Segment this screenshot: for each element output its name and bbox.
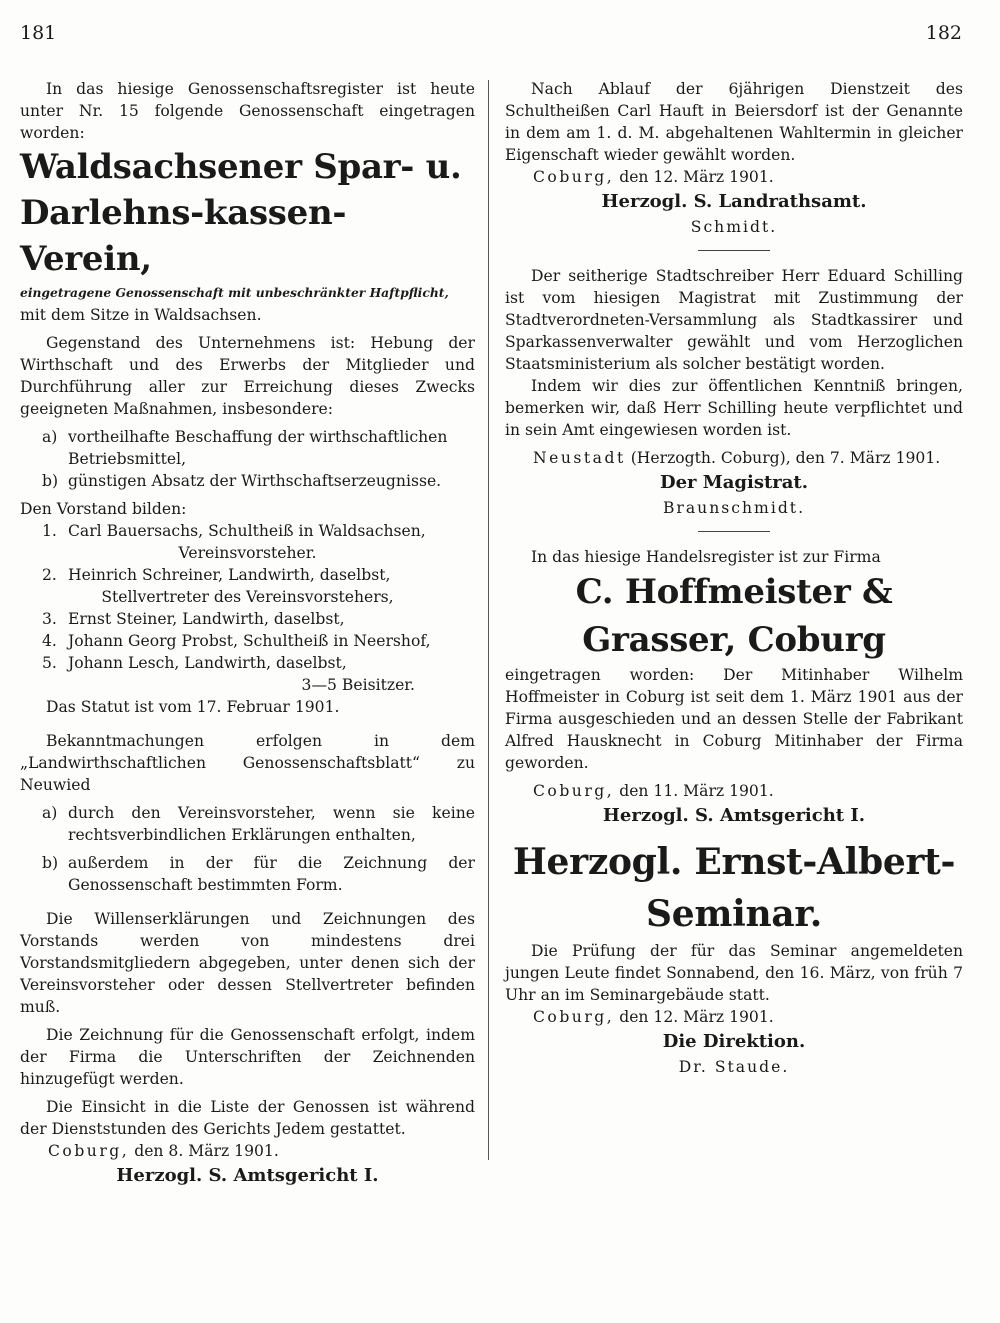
notice-mayor-text: Nach Ablauf der 6jährigen Dienstzeit des Schultheißen Carl Hauft in Beiersdorf ist der Genannte in dem am 1. d. M. abgehaltenen Wahltermin in gleicher Eigenschaft wieder gewählt worden. xyxy=(505,80,963,164)
page-number-left: 181 xyxy=(20,22,57,44)
place-date-rest: den 8. März 1901. xyxy=(134,1142,279,1160)
cooperative-name: Waldsachsener Spar- u. Darlehns-kassen-Verein, xyxy=(20,147,462,279)
board-member xyxy=(20,564,475,586)
list-label: 5. xyxy=(42,654,57,672)
issuing-authority: Der Magistrat. xyxy=(660,472,808,493)
list-text: günstigen Absatz der Wirthschaftserzeugnisse. xyxy=(68,472,442,490)
list-text: Johann Georg Probst, Schultheiß in Neershof, xyxy=(68,632,431,650)
issuing-authority: Herzogl. S. Amtsgericht I. xyxy=(602,805,866,826)
place-city: Neustadt xyxy=(533,449,626,467)
list-item xyxy=(20,470,475,492)
place-date xyxy=(20,1140,475,1162)
notice-separator xyxy=(698,250,770,251)
notice-firm-intro: In das hiesige Handelsregister ist zur Firma xyxy=(531,548,881,566)
page-number-right: 182 xyxy=(925,22,962,44)
announcement-text: Bekanntmachungen erfolgen in dem „Landwirthschaftlichen Genossenschaftsblatt“ zu Neuwied xyxy=(20,732,475,794)
list-item xyxy=(20,852,475,896)
place-city: Coburg, xyxy=(533,1008,615,1026)
notice-cashier-text: Der seitherige Stadtschreiber Herr Eduard Schilling ist vom hiesigen Magistrat mit Zustimmung der Stadtverordneten-Versammlung als Stadtkassirer und Sparkassenverwalter gewählt und vom Herzoglichen Staatsministerium als solcher bestätigt worden. xyxy=(505,267,963,373)
notice-cashier-text-2: Indem wir dies zur öffentlichen Kenntniß bringen, bemerken wir, daß Herr Schilling heute verpflichtet und in sein Amt eingewiesen worden ist. xyxy=(505,377,963,439)
right-column xyxy=(505,78,963,1078)
place-date xyxy=(505,780,963,802)
left-column xyxy=(20,78,475,1190)
place-date xyxy=(505,447,963,469)
list-item xyxy=(20,802,475,846)
cooperative-subtitle: eingetragene Genossenschaft mit unbeschränkter Haftpflicht, xyxy=(20,285,449,300)
list-text: außerdem in der für die Zeichnung der Genossenschaft bestimmten Form. xyxy=(68,854,475,894)
list-text: Johann Lesch, Landwirth, daselbst, xyxy=(68,654,347,672)
list-label: a) xyxy=(42,428,58,446)
board-member xyxy=(20,608,475,630)
place-date-rest: (Herzogth. Coburg), den 7. März 1901. xyxy=(630,449,941,467)
board-role: Vereinsvorsteher. xyxy=(178,544,317,562)
statute-date: Das Statut ist vom 17. Februar 1901. xyxy=(46,698,340,716)
declarations-text: Die Willenserklärungen und Zeichnungen des Vorstands werden von mindestens drei Vorstandsmitgliedern abgegeben, unter denen sich der Vereinsvorsteher oder dessen Stellvertreter befinden muß. xyxy=(20,910,475,1016)
list-label: 3. xyxy=(42,610,57,628)
signatory-name: Schmidt. xyxy=(690,218,778,236)
list-text: durch den Vereinsvorsteher, wenn sie keine rechtsverbindlichen Erklärungen enthalten, xyxy=(68,804,475,844)
list-text: Carl Bauersachs, Schultheiß in Waldsachsen, xyxy=(68,522,426,540)
board-role: Stellvertreter des Vereinsvorstehers, xyxy=(101,588,394,606)
issuing-authority: Die Direktion. xyxy=(662,1031,806,1052)
place-date-rest: den 12. März 1901. xyxy=(619,1008,774,1026)
inspection-text: Die Einsicht in die Liste der Genossen ist während der Dienststunden des Gerichts Jedem gestattet. xyxy=(20,1098,475,1138)
place-date-rest: den 11. März 1901. xyxy=(619,782,774,800)
list-label: a) xyxy=(42,804,58,822)
place-city: Coburg, xyxy=(533,782,615,800)
notice-seminar-text: Die Prüfung der für das Seminar angemeldeten jungen Leute findet Sonnabend, den 16. März, von früh 7 Uhr an im Seminargebäude statt. xyxy=(505,942,963,1004)
list-text: vortheilhafte Beschaffung der wirthschaftlichen Betriebsmittel, xyxy=(68,428,448,468)
register-intro: In das hiesige Genossenschaftsregister ist heute unter Nr. 15 folgende Genossenschaft eingetragen worden: xyxy=(20,80,475,142)
board-member xyxy=(20,520,475,542)
board-member xyxy=(20,630,475,652)
list-item xyxy=(20,426,475,470)
notice-separator xyxy=(698,531,770,532)
list-label: b) xyxy=(42,472,59,490)
place-date xyxy=(505,1006,963,1028)
list-text: Ernst Steiner, Landwirth, daselbst, xyxy=(68,610,345,628)
signing-text: Die Zeichnung für die Genossenschaft erfolgt, indem der Firma die Unterschriften der Zeichnenden hinzugefügt werden. xyxy=(20,1026,475,1088)
list-label: b) xyxy=(42,854,59,872)
list-label: 2. xyxy=(42,566,57,584)
cooperative-seat: mit dem Sitze in Waldsachsen. xyxy=(20,306,262,324)
signatory-name: Dr. Staude. xyxy=(678,1058,790,1076)
seminar-title: Herzogl. Ernst-Albert-Seminar. xyxy=(512,841,956,935)
signatory-name: Braunschmidt. xyxy=(662,499,806,517)
place-city: Coburg, xyxy=(48,1142,130,1160)
issuing-authority: Herzogl. S. Amtsgericht I. xyxy=(116,1165,379,1186)
notice-firm-text: eingetragen worden: Der Mitinhaber Wilhelm Hoffmeister in Coburg ist seit dem 1. März 1901 aus der Firma ausgeschieden und an dessen Stelle der Fabrikant Alfred Hausknecht in Coburg Mitinhaber der Firma geworden. xyxy=(505,666,963,772)
board-role: 3—5 Beisitzer. xyxy=(301,676,415,694)
board-member xyxy=(20,652,475,674)
column-divider xyxy=(488,80,489,1160)
list-label: 1. xyxy=(42,522,57,540)
place-date xyxy=(505,166,963,188)
issuing-authority: Herzogl. S. Landrathsamt. xyxy=(601,191,867,212)
board-intro: Den Vorstand bilden: xyxy=(20,500,187,518)
list-label: 4. xyxy=(42,632,57,650)
place-date-rest: den 12. März 1901. xyxy=(619,168,774,186)
list-text: Heinrich Schreiner, Landwirth, daselbst, xyxy=(68,566,391,584)
firm-name: C. Hoffmeister & Grasser, Coburg xyxy=(575,572,893,660)
purpose-text: Gegenstand des Unternehmens ist: Hebung der Wirthschaft und des Erwerbs der Mitglieder und Durchführung aller zur Erreichung dieses Zwecks geeigneten Maßnahmen, insbesondere: xyxy=(20,334,475,418)
place-city: Coburg, xyxy=(533,168,615,186)
